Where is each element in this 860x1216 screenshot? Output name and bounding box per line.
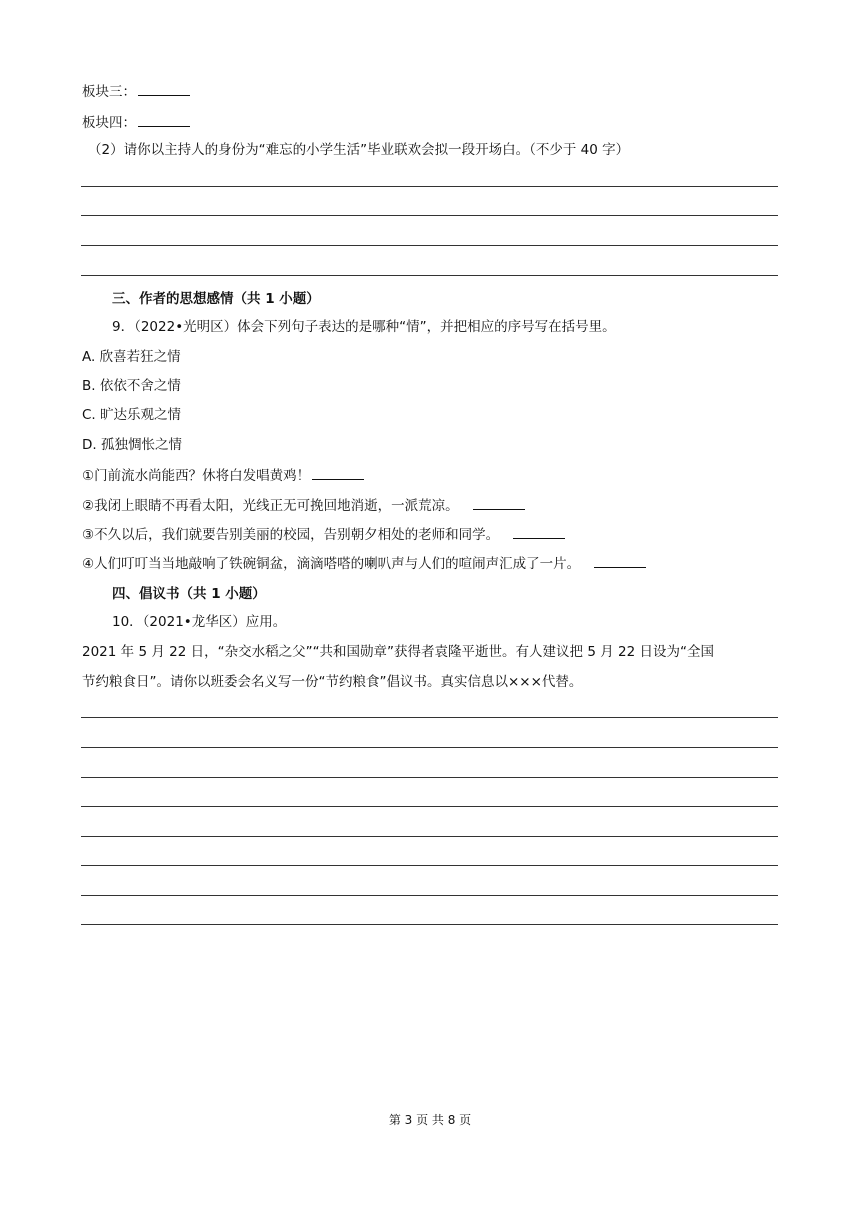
block3-label: 板块三： xyxy=(82,84,136,100)
sentence-text: ②我闭上眼睛不再看太阳，光线正无可挽回地消逝，一派荒凉。 xyxy=(82,498,459,514)
answer-line[interactable] xyxy=(81,777,778,778)
option-b: B. 依依不舍之情 xyxy=(82,378,181,394)
option-d: D. 孤独惆怅之情 xyxy=(82,437,182,453)
question-10-body-line-1: 2021 年 5 月 22 日，“杂交水稻之父”“共和国勋章”获得者袁隆平逝世。有人建议把 5 月 22 日设为“全国 xyxy=(82,644,714,660)
question-9-prompt: 9．（2022•光明区）体会下列句子表达的是哪种“情”，并把相应的序号写在括号里。 xyxy=(112,319,616,335)
section-4-heading: 四、倡议书（共 1 小题） xyxy=(112,586,266,602)
answer-line[interactable] xyxy=(81,895,778,896)
answer-line[interactable] xyxy=(81,836,778,837)
block3-answer-blank[interactable] xyxy=(138,83,190,96)
sentence-3-blank[interactable] xyxy=(513,526,565,539)
sentence-text: ③不久以后，我们就要告别美丽的校园，告别朝夕相处的老师和同学。 xyxy=(82,527,500,543)
block3-row xyxy=(82,83,190,101)
sentence-1-blank[interactable] xyxy=(312,467,364,480)
answer-line[interactable] xyxy=(81,275,778,276)
sentence-item-2 xyxy=(82,497,525,515)
answer-line[interactable] xyxy=(81,747,778,748)
block4-answer-blank[interactable] xyxy=(138,114,190,127)
sentence-item-4 xyxy=(82,555,646,573)
option-c: C. 旷达乐观之情 xyxy=(82,407,182,423)
section-3-heading: 三、作者的思想感情（共 1 小题） xyxy=(112,291,320,307)
answer-line[interactable] xyxy=(81,865,778,866)
option-a: A. 欣喜若狂之情 xyxy=(82,349,181,365)
block4-row xyxy=(82,114,190,132)
sentence-4-blank[interactable] xyxy=(594,555,646,568)
answer-line[interactable] xyxy=(81,924,778,925)
answer-line[interactable] xyxy=(81,806,778,807)
sentence-2-blank[interactable] xyxy=(473,497,525,510)
question-10-body-line-2: 节约粮食日”。请你以班委会名义写一份“节约粮食”倡议书。真实信息以×××代替。 xyxy=(82,674,583,690)
block4-label: 板块四： xyxy=(82,115,136,131)
sentence-text: ①门前流水尚能西？休将白发唱黄鸡！ xyxy=(82,468,311,484)
sentence-item-1 xyxy=(82,467,364,485)
answer-line[interactable] xyxy=(81,245,778,246)
sentence-item-3 xyxy=(82,526,565,544)
page-footer: 第 3 页 共 8 页 xyxy=(388,1113,472,1127)
answer-line[interactable] xyxy=(81,186,778,187)
answer-line[interactable] xyxy=(81,215,778,216)
question-10-prompt: 10．（2021•龙华区）应用。 xyxy=(112,614,287,630)
sentence-text: ④人们叮叮当当地敲响了铁碗铜盆，滴滴嗒嗒的喇叭声与人们的喧闹声汇成了一片。 xyxy=(82,556,581,572)
answer-line[interactable] xyxy=(81,717,778,718)
question-2-prompt: （2）请你以主持人的身份为“难忘的小学生活”毕业联欢会拟一段开场白。（不少于 40 字） xyxy=(88,142,630,158)
